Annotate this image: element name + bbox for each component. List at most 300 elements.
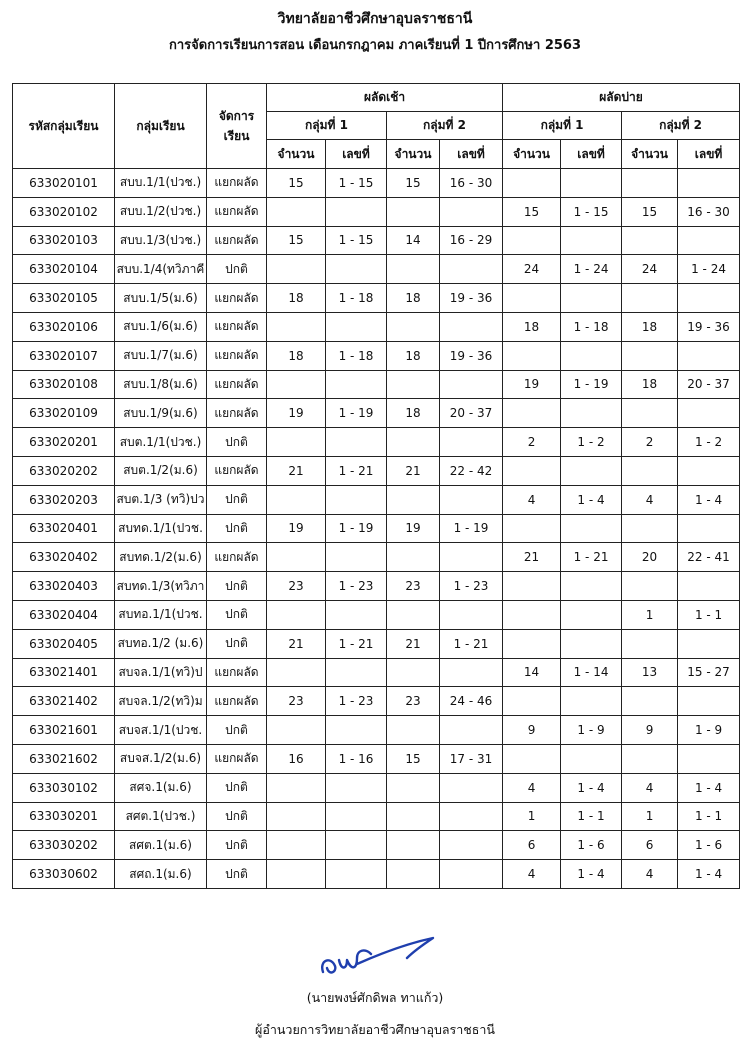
afternoon-g2-count-cell <box>622 341 678 370</box>
table-row <box>13 341 740 370</box>
afternoon-g2-count-cell <box>622 284 678 313</box>
afternoon-g1-count-cell: 1 <box>503 802 561 831</box>
group-code-cell: 633020202 <box>13 456 115 485</box>
morning-g1-count-cell: 18 <box>267 341 326 370</box>
afternoon-g1-numbers-cell: 1 - 1 <box>561 802 622 831</box>
signatory-name: (นายพงษ์ศักดิพล ทาแก้ว) <box>306 990 444 1005</box>
morning-g2-count-cell: 15 <box>387 169 440 198</box>
afternoon-g2-count-cell: 15 <box>622 197 678 226</box>
group-name-cell: สบทด.1/3(ทวิภา <box>115 572 207 601</box>
afternoon-g1-numbers-cell <box>561 226 622 255</box>
teaching-mode-cell: แยกผลัด <box>207 197 267 226</box>
afternoon-g1-numbers-cell <box>561 284 622 313</box>
afternoon-g2-numbers-cell: 20 - 37 <box>678 370 740 399</box>
morning-g2-count-cell <box>387 802 440 831</box>
morning-g1-count-cell: 21 <box>267 629 326 658</box>
morning-g2-numbers-cell <box>440 600 503 629</box>
group-name-cell: สบบ.1/5(ม.6) <box>115 284 207 313</box>
afternoon-g1-numbers-cell: 1 - 4 <box>561 860 622 889</box>
morning-g1-count-cell: 18 <box>267 284 326 313</box>
group-code-cell: 633030602 <box>13 860 115 889</box>
afternoon-g1-count-cell: 4 <box>503 773 561 802</box>
morning-g2-count-cell <box>387 600 440 629</box>
afternoon-g1-numbers-cell <box>561 169 622 198</box>
group-name-cell: สบจล.1/1(ทวิ)ป <box>115 658 207 687</box>
morning-g2-numbers-cell: 17 - 31 <box>440 744 503 773</box>
morning-g1-count-cell <box>267 370 326 399</box>
morning-g1-count-cell: 19 <box>267 399 326 428</box>
afternoon-g2-numbers-cell <box>678 687 740 716</box>
morning-g1-count-cell <box>267 802 326 831</box>
afternoon-g2-count-cell: 1 <box>622 600 678 629</box>
afternoon-g2-numbers-cell: 1 - 1 <box>678 802 740 831</box>
morning-g1-numbers-cell <box>326 370 387 399</box>
morning-g2-numbers-cell: 1 - 23 <box>440 572 503 601</box>
afternoon-g2-numbers-cell: 1 - 4 <box>678 860 740 889</box>
morning-g1-count-cell <box>267 716 326 745</box>
afternoon-g1-count-cell <box>503 456 561 485</box>
morning-g2-numbers-cell: 1 - 21 <box>440 629 503 658</box>
teaching-mode-cell: ปกติ <box>207 773 267 802</box>
morning-g2-count-cell: 18 <box>387 341 440 370</box>
afternoon-g2-numbers-cell: 19 - 36 <box>678 312 740 341</box>
table-row <box>13 428 740 457</box>
table-row <box>13 629 740 658</box>
group-code-cell: 633020109 <box>13 399 115 428</box>
morning-g2-count-cell: 18 <box>387 399 440 428</box>
morning-g2-numbers-cell: 16 - 30 <box>440 169 503 198</box>
group-code-cell: 633020107 <box>13 341 115 370</box>
table-row <box>13 802 740 831</box>
teaching-mode-cell: แยกผลัด <box>207 169 267 198</box>
morning-g1-numbers-cell: 1 - 15 <box>326 226 387 255</box>
afternoon-g2-numbers-cell: 1 - 9 <box>678 716 740 745</box>
morning-g2-numbers-cell: 22 - 42 <box>440 456 503 485</box>
teaching-mode-cell: ปกติ <box>207 485 267 514</box>
afternoon-g1-numbers-cell <box>561 600 622 629</box>
morning-g1-numbers-cell: 1 - 18 <box>326 341 387 370</box>
afternoon-g2-numbers-cell <box>678 629 740 658</box>
morning-g2-count-cell <box>387 485 440 514</box>
table-row <box>13 572 740 601</box>
group-code-cell: 633020108 <box>13 370 115 399</box>
afternoon-g2-count-cell: 1 <box>622 802 678 831</box>
morning-g2-count-cell: 23 <box>387 687 440 716</box>
morning-g2-count-cell <box>387 428 440 457</box>
afternoon-g2-count-cell <box>622 399 678 428</box>
table-row <box>13 226 740 255</box>
afternoon-g1-count-cell <box>503 399 561 428</box>
morning-g1-numbers-cell: 1 - 15 <box>326 169 387 198</box>
group-code-cell: 633021402 <box>13 687 115 716</box>
group-code-cell: 633030201 <box>13 802 115 831</box>
morning-g2-count-cell <box>387 197 440 226</box>
schedule-table-body <box>13 169 740 889</box>
afternoon-g1-count-cell <box>503 169 561 198</box>
afternoon-g1-numbers-cell: 1 - 18 <box>561 312 622 341</box>
table-row <box>13 456 740 485</box>
group-name-cell: สบบ.1/2(ปวช.) <box>115 197 207 226</box>
morning-g1-count-cell: 23 <box>267 687 326 716</box>
morning-g1-numbers-cell <box>326 197 387 226</box>
group-name-cell: สบทด.1/2(ม.6) <box>115 543 207 572</box>
table-row <box>13 687 740 716</box>
morning-g1-numbers-cell: 1 - 21 <box>326 456 387 485</box>
morning-g2-numbers-cell <box>440 773 503 802</box>
morning-g2-numbers-cell: 20 - 37 <box>440 399 503 428</box>
afternoon-g1-numbers-cell: 1 - 6 <box>561 831 622 860</box>
morning-g2-count-cell <box>387 255 440 284</box>
morning-g2-numbers-cell <box>440 197 503 226</box>
morning-g2-count-cell: 15 <box>387 744 440 773</box>
signature-stroke <box>322 938 433 972</box>
teaching-mode-cell: แยกผลัด <box>207 341 267 370</box>
afternoon-g2-numbers-cell <box>678 572 740 601</box>
header-afternoon-shift: ผลัดบ่าย <box>503 84 740 112</box>
afternoon-g1-numbers-cell <box>561 629 622 658</box>
afternoon-g1-count-cell <box>503 572 561 601</box>
morning-g1-count-cell <box>267 485 326 514</box>
afternoon-g1-count-cell: 9 <box>503 716 561 745</box>
morning-g1-count-cell: 23 <box>267 572 326 601</box>
table-row <box>13 485 740 514</box>
morning-g1-count-cell <box>267 543 326 572</box>
morning-g1-numbers-cell <box>326 543 387 572</box>
afternoon-g1-count-cell <box>503 629 561 658</box>
afternoon-g1-numbers-cell: 1 - 21 <box>561 543 622 572</box>
teaching-mode-cell: ปกติ <box>207 716 267 745</box>
afternoon-g1-numbers-cell <box>561 687 622 716</box>
teaching-mode-cell: แยกผลัด <box>207 456 267 485</box>
afternoon-g1-count-cell: 15 <box>503 197 561 226</box>
afternoon-g1-numbers-cell: 1 - 9 <box>561 716 622 745</box>
group-code-cell: 633020103 <box>13 226 115 255</box>
morning-g1-count-cell: 19 <box>267 514 326 543</box>
group-code-cell: 633020403 <box>13 572 115 601</box>
group-name-cell: สบทด.1/1(ปวช. <box>115 514 207 543</box>
morning-g2-numbers-cell: 19 - 36 <box>440 284 503 313</box>
morning-g1-numbers-cell <box>326 428 387 457</box>
afternoon-g1-numbers-cell <box>561 341 622 370</box>
teaching-mode-cell: แยกผลัด <box>207 658 267 687</box>
teaching-mode-cell: ปกติ <box>207 514 267 543</box>
morning-g2-count-cell <box>387 312 440 341</box>
afternoon-g2-count-cell <box>622 572 678 601</box>
teaching-mode-cell: ปกติ <box>207 600 267 629</box>
afternoon-g1-numbers-cell: 1 - 14 <box>561 658 622 687</box>
afternoon-g2-numbers-cell: 1 - 2 <box>678 428 740 457</box>
group-name-cell: สบบ.1/4(ทวิภาคี <box>115 255 207 284</box>
morning-g1-numbers-cell <box>326 773 387 802</box>
morning-g2-count-cell <box>387 831 440 860</box>
header-group-code: รหัสกลุ่มเรียน <box>13 84 115 169</box>
afternoon-g2-count-cell: 13 <box>622 658 678 687</box>
teaching-mode-cell: ปกติ <box>207 629 267 658</box>
header-group-name: กลุ่มเรียน <box>115 84 207 169</box>
header-morning-group-1: กลุ่มที่ 1 <box>267 112 387 140</box>
afternoon-g1-numbers-cell: 1 - 19 <box>561 370 622 399</box>
morning-g1-numbers-cell: 1 - 19 <box>326 399 387 428</box>
morning-g2-count-cell: 21 <box>387 456 440 485</box>
afternoon-g1-numbers-cell <box>561 572 622 601</box>
afternoon-g2-count-cell <box>622 744 678 773</box>
group-name-cell: สศต.1(ปวช.) <box>115 802 207 831</box>
morning-g2-numbers-cell <box>440 312 503 341</box>
table-row <box>13 284 740 313</box>
group-code-cell: 633020104 <box>13 255 115 284</box>
afternoon-g1-numbers-cell: 1 - 2 <box>561 428 622 457</box>
director-signature <box>0 930 750 982</box>
teaching-mode-cell: ปกติ <box>207 802 267 831</box>
header-count: จำนวน <box>503 140 561 169</box>
group-code-cell: 633020404 <box>13 600 115 629</box>
afternoon-g1-count-cell <box>503 514 561 543</box>
morning-g2-numbers-cell <box>440 485 503 514</box>
afternoon-g1-numbers-cell: 1 - 24 <box>561 255 622 284</box>
header-count: จำนวน <box>387 140 440 169</box>
teaching-mode-cell: แยกผลัด <box>207 399 267 428</box>
afternoon-g1-count-cell <box>503 341 561 370</box>
header-afternoon-group-2: กลุ่มที่ 2 <box>622 112 740 140</box>
group-code-cell: 633020405 <box>13 629 115 658</box>
table-row <box>13 370 740 399</box>
group-code-cell: 633021602 <box>13 744 115 773</box>
teaching-mode-cell: แยกผลัด <box>207 687 267 716</box>
afternoon-g1-count-cell: 19 <box>503 370 561 399</box>
morning-g1-count-cell: 21 <box>267 456 326 485</box>
afternoon-g1-count-cell: 18 <box>503 312 561 341</box>
afternoon-g2-count-cell: 2 <box>622 428 678 457</box>
afternoon-g1-numbers-cell: 1 - 4 <box>561 773 622 802</box>
afternoon-g2-count-cell <box>622 629 678 658</box>
afternoon-g2-numbers-cell <box>678 456 740 485</box>
group-name-cell: สบทอ.1/2 (ม.6) <box>115 629 207 658</box>
afternoon-g1-count-cell: 4 <box>503 860 561 889</box>
header-numbers: เลขที่ <box>440 140 503 169</box>
document-subtitle: การจัดการเรียนการสอน เดือนกรกฎาคม ภาคเรียนที่ 1 ปีการศึกษา 2563 <box>169 38 581 53</box>
afternoon-g2-count-cell: 4 <box>622 860 678 889</box>
morning-g2-numbers-cell: 19 - 36 <box>440 341 503 370</box>
schedule-table <box>12 83 740 889</box>
teaching-mode-cell: ปกติ <box>207 255 267 284</box>
morning-g1-count-cell <box>267 255 326 284</box>
group-name-cell: สบจส.1/1(ปวช. <box>115 716 207 745</box>
table-row <box>13 312 740 341</box>
morning-g2-count-cell <box>387 370 440 399</box>
teaching-mode-cell: แยกผลัด <box>207 744 267 773</box>
morning-g2-numbers-cell <box>440 802 503 831</box>
morning-g2-count-cell: 19 <box>387 514 440 543</box>
group-name-cell: สบบ.1/3(ปวช.) <box>115 226 207 255</box>
morning-g1-numbers-cell: 1 - 23 <box>326 572 387 601</box>
group-name-cell: สบบ.1/8(ม.6) <box>115 370 207 399</box>
afternoon-g2-count-cell <box>622 226 678 255</box>
group-name-cell: สบบ.1/9(ม.6) <box>115 399 207 428</box>
afternoon-g1-count-cell <box>503 687 561 716</box>
afternoon-g2-numbers-cell <box>678 169 740 198</box>
group-name-cell: สบต.1/3 (ทวิ)ปว <box>115 485 207 514</box>
afternoon-g1-count-cell: 21 <box>503 543 561 572</box>
afternoon-g2-count-cell <box>622 687 678 716</box>
group-code-cell: 633020402 <box>13 543 115 572</box>
afternoon-g2-numbers-cell: 1 - 1 <box>678 600 740 629</box>
afternoon-g2-numbers-cell: 22 - 41 <box>678 543 740 572</box>
afternoon-g1-count-cell <box>503 284 561 313</box>
teaching-mode-cell: แยกผลัด <box>207 370 267 399</box>
document-title: วิทยาลัยอาชีวศึกษาอุบลราชธานี <box>277 11 473 27</box>
group-code-cell: 633021601 <box>13 716 115 745</box>
morning-g1-count-cell: 15 <box>267 169 326 198</box>
morning-g1-count-cell <box>267 197 326 226</box>
afternoon-g1-count-cell: 6 <box>503 831 561 860</box>
header-teaching-mode: จัดการเรียน <box>207 84 267 169</box>
morning-g2-numbers-cell <box>440 543 503 572</box>
morning-g2-count-cell <box>387 658 440 687</box>
group-name-cell: สบบ.1/1(ปวช.) <box>115 169 207 198</box>
afternoon-g1-count-cell <box>503 744 561 773</box>
afternoon-g2-count-cell: 24 <box>622 255 678 284</box>
afternoon-g2-count-cell: 9 <box>622 716 678 745</box>
afternoon-g1-count-cell: 2 <box>503 428 561 457</box>
morning-g2-numbers-cell <box>440 716 503 745</box>
morning-g2-count-cell <box>387 860 440 889</box>
group-code-cell: 633020203 <box>13 485 115 514</box>
afternoon-g1-numbers-cell <box>561 399 622 428</box>
afternoon-g2-count-cell <box>622 514 678 543</box>
afternoon-g1-numbers-cell <box>561 744 622 773</box>
group-code-cell: 633020101 <box>13 169 115 198</box>
morning-g2-count-cell <box>387 716 440 745</box>
table-row <box>13 169 740 198</box>
group-code-cell: 633020401 <box>13 514 115 543</box>
table-row <box>13 514 740 543</box>
afternoon-g1-count-cell <box>503 600 561 629</box>
teaching-mode-cell: ปกติ <box>207 831 267 860</box>
afternoon-g2-numbers-cell: 1 - 24 <box>678 255 740 284</box>
group-name-cell: สศถ.1(ม.6) <box>115 860 207 889</box>
signatory-position: ผู้อำนวยการวิทยาลัยอาชีวศึกษาอุบลราชธานี <box>255 1022 495 1037</box>
morning-g1-numbers-cell: 1 - 16 <box>326 744 387 773</box>
afternoon-g2-numbers-cell <box>678 399 740 428</box>
afternoon-g2-numbers-cell <box>678 341 740 370</box>
morning-g1-numbers-cell <box>326 802 387 831</box>
header-numbers: เลขที่ <box>678 140 740 169</box>
afternoon-g1-numbers-cell: 1 - 4 <box>561 485 622 514</box>
morning-g1-count-cell <box>267 658 326 687</box>
morning-g1-count-cell <box>267 860 326 889</box>
morning-g2-count-cell <box>387 773 440 802</box>
afternoon-g2-numbers-cell <box>678 744 740 773</box>
morning-g2-numbers-cell <box>440 370 503 399</box>
morning-g1-numbers-cell <box>326 860 387 889</box>
table-row <box>13 600 740 629</box>
afternoon-g1-count-cell: 4 <box>503 485 561 514</box>
table-row <box>13 255 740 284</box>
morning-g1-numbers-cell <box>326 600 387 629</box>
afternoon-g2-numbers-cell: 1 - 4 <box>678 485 740 514</box>
table-row <box>13 860 740 889</box>
morning-g1-numbers-cell: 1 - 21 <box>326 629 387 658</box>
afternoon-g2-count-cell <box>622 169 678 198</box>
table-row <box>13 744 740 773</box>
morning-g1-numbers-cell: 1 - 18 <box>326 284 387 313</box>
afternoon-g2-count-cell: 18 <box>622 370 678 399</box>
morning-g1-count-cell <box>267 600 326 629</box>
afternoon-g2-numbers-cell <box>678 284 740 313</box>
morning-g1-count-cell: 16 <box>267 744 326 773</box>
group-code-cell: 633030202 <box>13 831 115 860</box>
afternoon-g2-numbers-cell <box>678 226 740 255</box>
afternoon-g2-count-cell <box>622 456 678 485</box>
header-numbers: เลขที่ <box>561 140 622 169</box>
morning-g1-numbers-cell <box>326 658 387 687</box>
morning-g1-numbers-cell <box>326 831 387 860</box>
header-count: จำนวน <box>267 140 326 169</box>
morning-g2-count-cell: 23 <box>387 572 440 601</box>
morning-g2-numbers-cell: 24 - 46 <box>440 687 503 716</box>
morning-g1-count-cell: 15 <box>267 226 326 255</box>
morning-g2-numbers-cell <box>440 428 503 457</box>
morning-g2-numbers-cell <box>440 860 503 889</box>
table-row <box>13 399 740 428</box>
morning-g1-count-cell <box>267 312 326 341</box>
teaching-mode-cell: แยกผลัด <box>207 284 267 313</box>
teaching-mode-cell: แยกผลัด <box>207 312 267 341</box>
afternoon-g2-count-cell: 20 <box>622 543 678 572</box>
group-name-cell: สบต.1/1(ปวช.) <box>115 428 207 457</box>
group-name-cell: สบจส.1/2(ม.6) <box>115 744 207 773</box>
table-row <box>13 716 740 745</box>
afternoon-g1-count-cell: 24 <box>503 255 561 284</box>
afternoon-g1-numbers-cell <box>561 456 622 485</box>
morning-g1-numbers-cell <box>326 255 387 284</box>
morning-g1-count-cell <box>267 831 326 860</box>
group-code-cell: 633020102 <box>13 197 115 226</box>
morning-g2-count-cell: 18 <box>387 284 440 313</box>
teaching-mode-cell: ปกติ <box>207 860 267 889</box>
group-name-cell: สบบ.1/6(ม.6) <box>115 312 207 341</box>
afternoon-g2-numbers-cell: 16 - 30 <box>678 197 740 226</box>
morning-g2-count-cell <box>387 543 440 572</box>
table-row <box>13 658 740 687</box>
group-name-cell: สบต.1/2(ม.6) <box>115 456 207 485</box>
morning-g2-numbers-cell <box>440 658 503 687</box>
morning-g2-numbers-cell: 1 - 19 <box>440 514 503 543</box>
group-code-cell: 633030102 <box>13 773 115 802</box>
table-row <box>13 543 740 572</box>
morning-g2-numbers-cell <box>440 255 503 284</box>
group-name-cell: สศจ.1(ม.6) <box>115 773 207 802</box>
header-count: จำนวน <box>622 140 678 169</box>
afternoon-g2-numbers-cell: 15 - 27 <box>678 658 740 687</box>
group-name-cell: สบทอ.1/1(ปวช. <box>115 600 207 629</box>
signature-scribble <box>295 930 455 982</box>
afternoon-g2-count-cell: 4 <box>622 773 678 802</box>
morning-g1-numbers-cell <box>326 312 387 341</box>
header-afternoon-group-1: กลุ่มที่ 1 <box>503 112 622 140</box>
morning-g2-count-cell: 14 <box>387 226 440 255</box>
group-code-cell: 633020105 <box>13 284 115 313</box>
header-morning-group-2: กลุ่มที่ 2 <box>387 112 503 140</box>
afternoon-g1-count-cell: 14 <box>503 658 561 687</box>
table-row <box>13 773 740 802</box>
group-code-cell: 633020106 <box>13 312 115 341</box>
header-numbers: เลขที่ <box>326 140 387 169</box>
morning-g1-count-cell <box>267 428 326 457</box>
afternoon-g2-numbers-cell <box>678 514 740 543</box>
group-code-cell: 633021401 <box>13 658 115 687</box>
group-code-cell: 633020201 <box>13 428 115 457</box>
